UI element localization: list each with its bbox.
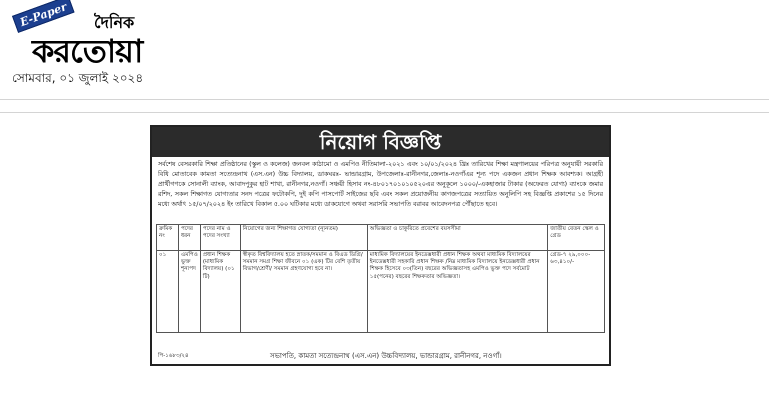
table-header-row xyxy=(157,225,605,251)
header-pay-scale: জাতীয় বেতন স্কেল ও গ্রেড xyxy=(548,225,605,251)
logo-main-text: করতোয়া xyxy=(32,32,143,70)
table-row xyxy=(157,251,605,333)
logo-small-text: দৈনিক xyxy=(94,13,135,32)
newspaper-logo[interactable] xyxy=(12,0,252,70)
header-experience: অভিজ্ঞতা ও চাকুরিতে প্রবেশের বয়সসীমা xyxy=(367,225,548,251)
recruitment-notice[interactable] xyxy=(150,125,611,366)
cell-experience: মাধ্যমিক বিদ্যালয়ের ইনডেক্সধারী প্রধান শিক্ষক অথবা মাধ্যমিক বিদ্যালয়ের ইনডেক্সধারী সহকারি প্রধান শিক্ষক /নিম্ন মাধ্যমিক বিদ্যালয়ে ইনডেক্সধারী প্রধান শিক্ষক হিসেবে ০৩(তিন) বছরের অভিজ্ঞতাসহ এমপিও ভুক্ত পদে সর্বমোট ১৫(পনের) বছরের শিক্ষকতার অভিজ্ঞতা। xyxy=(367,251,548,333)
cell-pay-scale: গ্রেড-৭ ২৯,০০০- ৬৩,৪১০/- xyxy=(548,251,605,333)
masthead-panel xyxy=(0,0,769,100)
cell-serial: ০১ xyxy=(157,251,179,333)
cell-qualification: স্বীকৃত বিশ্ববিদ্যালয় হতে স্নাতক/সমমান ও বিএড ডিগ্রি/সমমান সমগ্র শিক্ষা জীবনে ০১ (এক) টির বেশি তৃতীয় বিভাগ/শ্রেণী/ সমমান গ্রহণযোগ্য হবে না। xyxy=(240,251,367,333)
header-post-name: পদের নাম ও পদের সংখ্যা xyxy=(200,225,240,251)
header-post-type: পদের ধরন xyxy=(178,225,200,251)
header-serial: ক্রমিক নং xyxy=(157,225,179,251)
notice-title: নিয়োগ বিজ্ঞপ্তি xyxy=(152,127,609,157)
cell-post-name: প্রধান শিক্ষক (মাধ্যমিক বিদ্যালয়) (০১ টি) xyxy=(200,251,240,333)
notice-reference: পি-১৬৮৩/২৪ xyxy=(158,353,189,359)
notice-signatory: সভাপতি, কামতা সত্যেন্দ্রনাথ (এস.এন) উচ্চবিদ্যালয়, ভান্ডারগ্রাম, রানীনগর, নওগাঁ। xyxy=(270,352,502,360)
header-qualification: নিয়োগের জন্য শিক্ষাগত যোগ্যতা (ন্যূনতম) xyxy=(240,225,367,251)
cell-post-type: এমপিও ভুক্ত শূন্যপদ xyxy=(178,251,200,333)
notice-table xyxy=(156,224,605,333)
epaper-tag: E-Paper xyxy=(12,0,75,33)
edition-date: সোমবার, ০১ জুলাই ২০২৪ xyxy=(12,71,144,85)
notice-body: সর্বশেষ বেসরকারি শিক্ষা প্রতিষ্ঠানের (স্কুল ও কলেজ) জনবল কাঠামো ও এমপিও নীতিমালা-২০২১ এবং ১০/০১/২০২৪ খ্রিঃ তারিখের শিক্ষা মন্ত্রণালয়ের পরিপত্র অনুযায়ী সরকারি বিধি মোতাবেক কামতা সত্যেন্দ্রনাথ (এস.এন) উচ্চ বিদ্যালয়, ডাকঘরঃ- ভান্ডারগ্রাম, উপজেলাঃ-রানীনগর,জেলাঃ-নওগাঁএর শূন্য পদে একজন প্রধান শিক্ষক আবশ্যক। আগ্রহী প্রার্থীগণকে সোনালী ব্যাংক, আবাদপুকুর হাট শাখা, রানীনগর,নওগাঁ। সঞ্চয়ী হিসাব নং-৪৮০১৭০১০১০৫২০এর অনুকূলে ১০০০/-একহাজার টাকার (অফেরত যোগ্য) ব্যাংকে জমার রশিদ, সকল শিক্ষাগত যোগ্যতার সনদ পত্রের ফটোকপি, দুই কপি পাসপোর্ট সাইজের ছবি এবং সকল প্রয়োজনীয় কাগজপত্রের সত্যায়িত অনুলিপি সহ বিজ্ঞপ্তি প্রকাশের ১৫ দিনের মধ্যে অর্থাৎ ১৫/০৭/২০২৪ ইং তারিখে বিকাল ৫.০০ ঘটিকার মধ্যে ডাকযোগে অথবা সরাসরি সভাপতি বরাবর আবেদনপত্র পৌঁছাতে হবে। xyxy=(158,161,603,208)
